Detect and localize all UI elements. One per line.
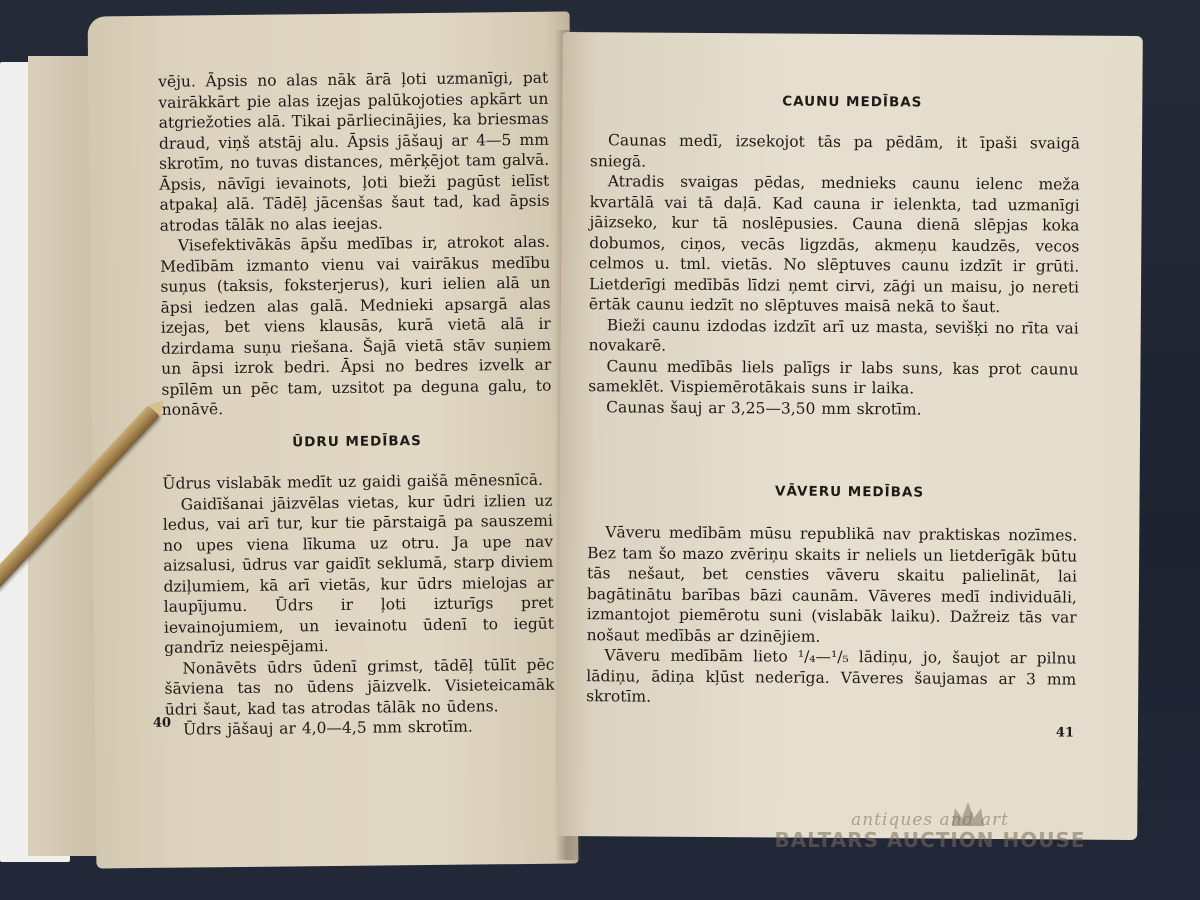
- watermark-line-2: BALTARS AUCTION HOUSE: [774, 828, 1086, 852]
- paragraph: Gaidīšanai jāizvēlas vietas, kur ūdri izlien uz ledus, vai arī tur, kur tie pārstaigā pa sauszemi no upes viena līkuma uz otru. Ja upe nav aizsalusi, ūdrus var gaidīt seklumā, starp diviem dziļumiem, kā arī vietās, kur ūdrs mielojas ar laupījumu. Ūdrs ir ļoti izturīgs pret ievainojumiem, un ievainotu ūdenī to iegūt gandrīz neiespējami.: [162, 491, 555, 657]
- section-heading-vaveru: VĀVERU MEDĪBAS: [775, 483, 925, 501]
- paragraph: Caunas šauj ar 3,25—3,50 mm skrotīm.: [606, 397, 922, 418]
- right-page: [557, 32, 1143, 840]
- page-number-left: 40: [152, 715, 172, 731]
- paragraph: Ūdrs jāšauj ar 4,0—4,5 mm skrotīm.: [182, 717, 473, 739]
- page-number-right: 41: [1055, 725, 1075, 741]
- paragraph: Nonāvēts ūdrs ūdenī grimst, tādēļ tūlīt pēc šāviena tas no ūdens jāizvelk. Visieteicamāk ūdri šaut, kad tas atrodas tālāk no ūdens.: [164, 655, 555, 719]
- right-page-text-bottom: [586, 522, 1077, 710]
- watermark: [720, 810, 1140, 852]
- section-heading-caunu: CAUNU MEDĪBAS: [782, 93, 923, 111]
- paragraph: Caunu medībās liels palīgs ir labs suns, kas prot caunu sameklēt. Vispiemērotākais suns ir laika.: [588, 356, 1079, 398]
- paragraph: Atradis svaigas pēdas, mednieks caunu ielenc meža kvartālā vai tā daļā. Kad cauna ir ielenkta, tad uzmanīgi jāizseko, kur tā noslēpusies. Cauna dienā slēpjas koka dobumos, ciņos, vecās ligzdās, akmeņu kaudzēs, vecos celmos u. tml. vietās. No slēptuves caunu izdzīt ir grūti. Lietderīgi medībās līdzi ņemt cirvi, zāģi un maisu, jo nereti ērtāk caunu iedzīt no slēptuves maisā nekā to šaut.: [588, 172, 1080, 317]
- paragraph: Caunas medī, izsekojot tās pa pēdām, it īpaši svaigā sniegā.: [589, 131, 1081, 171]
- left-page: [88, 11, 579, 868]
- paragraph: Vāveru medībām mūsu republikā nav praktiskas nozīmes. Bez tam šo mazo zvēriņu skaits ir neliels un lietderīgāk būtu tās nešaut, bet censties vāveru skaitu palielināt, lai bagātinātu barības bāzi caunām. Vāveres medī individuāli, izmantojot piemērotu suni (vislabāk laiku). Dažreiz tās var nošaut medībās ar dzinējiem.: [586, 523, 1078, 646]
- section-heading-udru: ŪDRU MEDĪBAS: [292, 433, 422, 451]
- paragraph: Visefektivākās āpšu medības ir, atrokot alas. Medībām izmanto vienu vai vairākus medību suņus (taksis, foksterjerus), kuri ielien alā un āpsi iedzen alas galā. Mednieki apsargā alas izejas, bet viens klausās, kurā vietā alā ir dzirdama suņu riešana. Šajā vietā stāv suņiem un āpsi izrok bedri. Āpsi no bedres izvelk ar spīlēm un pēc tam, uzsitot pa deguna galu, to nonāvē.: [160, 232, 552, 419]
- paragraph: Bieži caunu izdodas izdzīt arī uz masta, sevišķi no rīta vai novakarē.: [588, 315, 1079, 355]
- paragraph: Vāveru medībām lieto ¹/₄—¹/₅ lādiņu, jo, šaujot ar pilnu lādiņu, ādiņa kļūst nederīga. Vāveres šaujamas ar 3 mm skrotīm.: [586, 646, 1077, 706]
- left-page-text-bottom: [162, 470, 555, 741]
- paragraph: vēju. Āpsis no alas nāk ārā ļoti uzmanīgi, pat vairākkārt pie alas izejas palūkojoties apkārt un atgriežoties alā. Tikai pārliecinājies, ka briesmas draud, viņš atstāj alu. Āpsis jāšauj ar 4—5 mm skrotīm, no tuvas distances, mērķējot tam galvā. Āpsis, nāvīgi ievainots, ļoti bieži pagūst ielīst atpakaļ alā. Tādēļ jācenšas šaut tad, kad āpsis atrodas tālāk no alas ieejas.: [158, 68, 550, 235]
- watermark-line-1: antiques and art: [851, 810, 1009, 830]
- right-page-text-top: [588, 130, 1080, 420]
- paragraph: Ūdrus vislabāk medīt uz gaidi gaišā mēnesnīcā.: [162, 470, 544, 493]
- left-page-text-top: [158, 68, 552, 421]
